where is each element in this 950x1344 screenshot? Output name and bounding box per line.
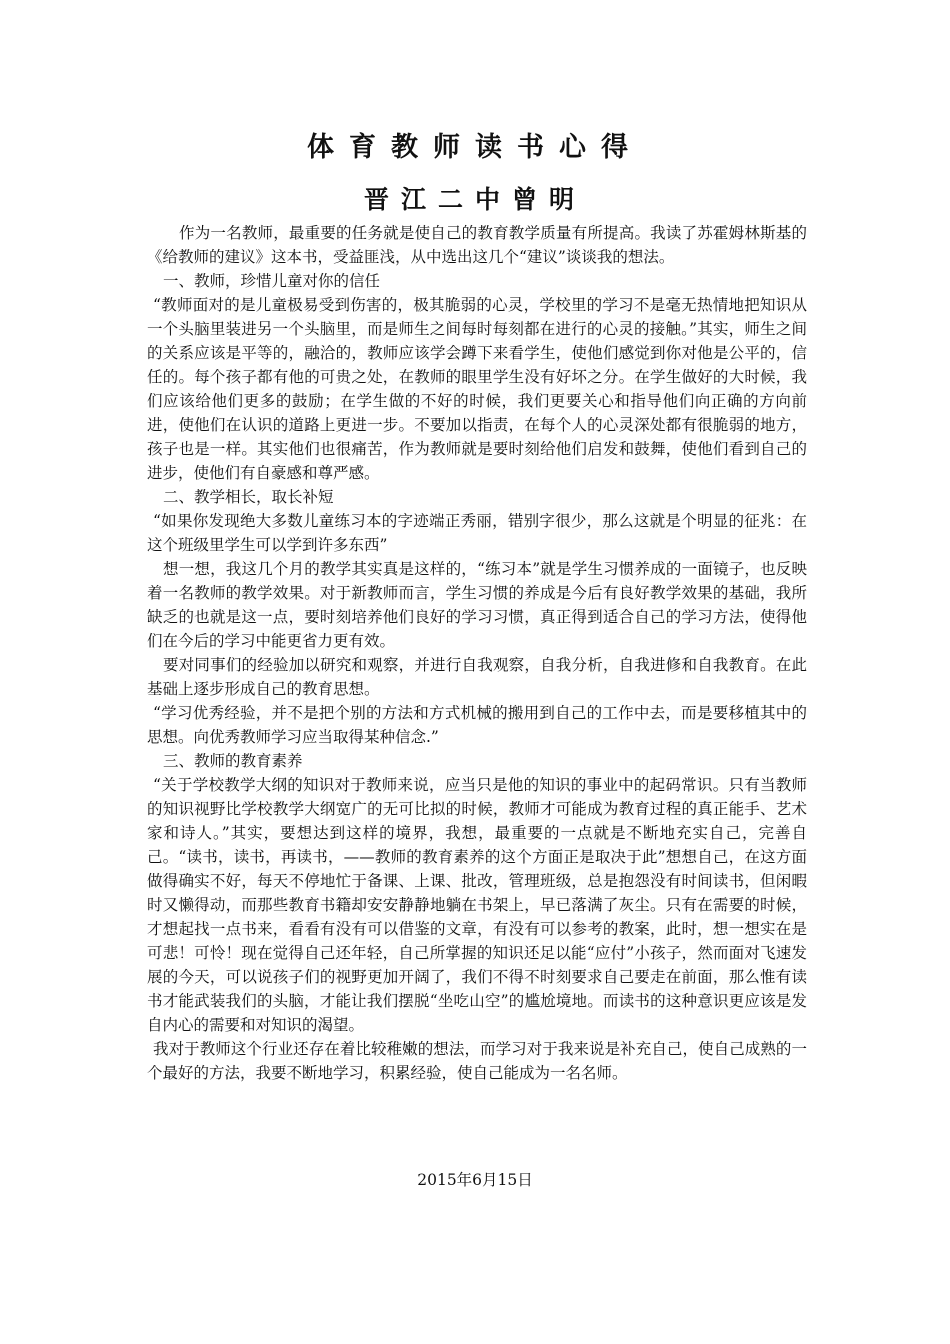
paragraph-section-2b: 要对同事们的经验加以研究和观察，并进行自我观察，自我分析，自我进修和自我教育。在此基础上逐步形成自己的教育思想。 [147, 656, 807, 698]
paragraph-section-2c: “学习优秀经验，并不是把个别的方法和方式机械的搬用到自己的工作中去，而是要移植其中的思想。向优秀教师学习应当取得某种信念.” [147, 704, 807, 746]
section-heading-2: 二、教学相长，取长补短 [163, 488, 334, 506]
paragraph-section-1: “教师面对的是儿童极易受到伤害的，极其脆弱的心灵，学校里的学习不是毫无热情地把知识从一个头脑里装进另一个头脑里，而是师生之间每时每刻都在进行的心灵的接触。”其实，师生之间的关系应该是平等的，融洽的，教师应该学会蹲下来看学生，使他们感觉到你对他是公平的，信任的。每个孩子都有他的可贵之处，在教师的眼里学生没有好坏之分。在学生做好的大时候，我们应该给他们更多的鼓励；在学生做的不好的时候，我们更要关心和指导他们向正确的方向前进，使他们在认识的道路上更进一步。不要加以指责，在每个人的心灵深处都有很脆弱的地方，孩子也是一样。其实他们也很痛苦，作为教师就是要时刻给他们启发和鼓舞，使他们看到自己的进步，使他们有自豪感和尊严感。 [147, 296, 807, 482]
document-title: 体育教师读书心得 [307, 132, 643, 163]
document-date: 2015年6月15日 [417, 1171, 533, 1189]
paragraph-conclusion: 我对于教师这个行业还存在着比较稚嫩的想法，而学习对于我来说是补充自己，使自己成熟的一个最好的方法，我要不断地学习，积累经验，使自己能成为一名名师。 [147, 1040, 807, 1082]
document-body [147, 221, 807, 1085]
paragraph-intro: 作为一名教师，最重要的任务就是使自己的教育教学质量有所提高。我读了苏霍姆林斯基的《给教师的建议》这本书，受益匪浅，从中选出这几个“建议”谈谈我的想法。 [147, 224, 807, 266]
paragraph-quote-2: “如果你发现绝大多数儿童练习本的字迹端正秀丽，错别字很少，那么这就是个明显的征兆：在这个班级里学生可以学到许多东西” [147, 512, 807, 554]
paragraph-section-3: “关于学校教学大纲的知识对于教师来说，应当只是他的知识的事业中的起码常识。只有当教师的知识视野比学校教学大纲宽广的无可比拟的时候，教师才可能成为教育过程的真正能手、艺术家和诗人。”其实，要想达到这样的境界，我想，最重要的一点就是不断地充实自己，完善自己。“读书，读书，再读书，——教师的教育素养的这个方面正是取决于此”想想自己，在这方面做得确实不好，每天不停地忙于备课、上课、批改，管理班级，总是抱怨没有时间读书，但闲暇时又懒得动，而那些教育书籍却安安静静地躺在书架上，早已落满了灰尘。只有在需要的时候，才想起找一点书来，看看有没有可以借鉴的文章，有没有可以参考的教案，此时，想一想实在是可悲！可怜！现在觉得自己还年轻，自己所掌握的知识还足以能“应付”小孩子，然而面对飞速发展的今天，可以说孩子们的视野更加开阔了，我们不得不时刻要求自己要走在前面，那么惟有读书才能武装我们的头脑，才能让我们摆脱“坐吃山空”的尴尬境地。而读书的这种意识更应该是发自内心的需要和对知识的渴望。 [147, 776, 807, 1034]
section-heading-1: 一、教师，珍惜儿童对你的信任 [163, 272, 381, 290]
section-heading-3: 三、教师的教育素养 [163, 752, 303, 770]
paragraph-section-2a: 想一想，我这几个月的教学其实真是这样的，“练习本”就是学生习惯养成的一面镜子，也反映着一名教师的教学效果。对于新教师而言，学生习惯的养成是今后有良好教学效果的基础，我所缺乏的也就是这一点，要时刻培养他们良好的学习习惯，真正得到适合自己的学习方法，使得他们在今后的学习中能更省力更有效。 [147, 560, 807, 650]
document-author: 晋江二中曾明 [363, 185, 586, 214]
